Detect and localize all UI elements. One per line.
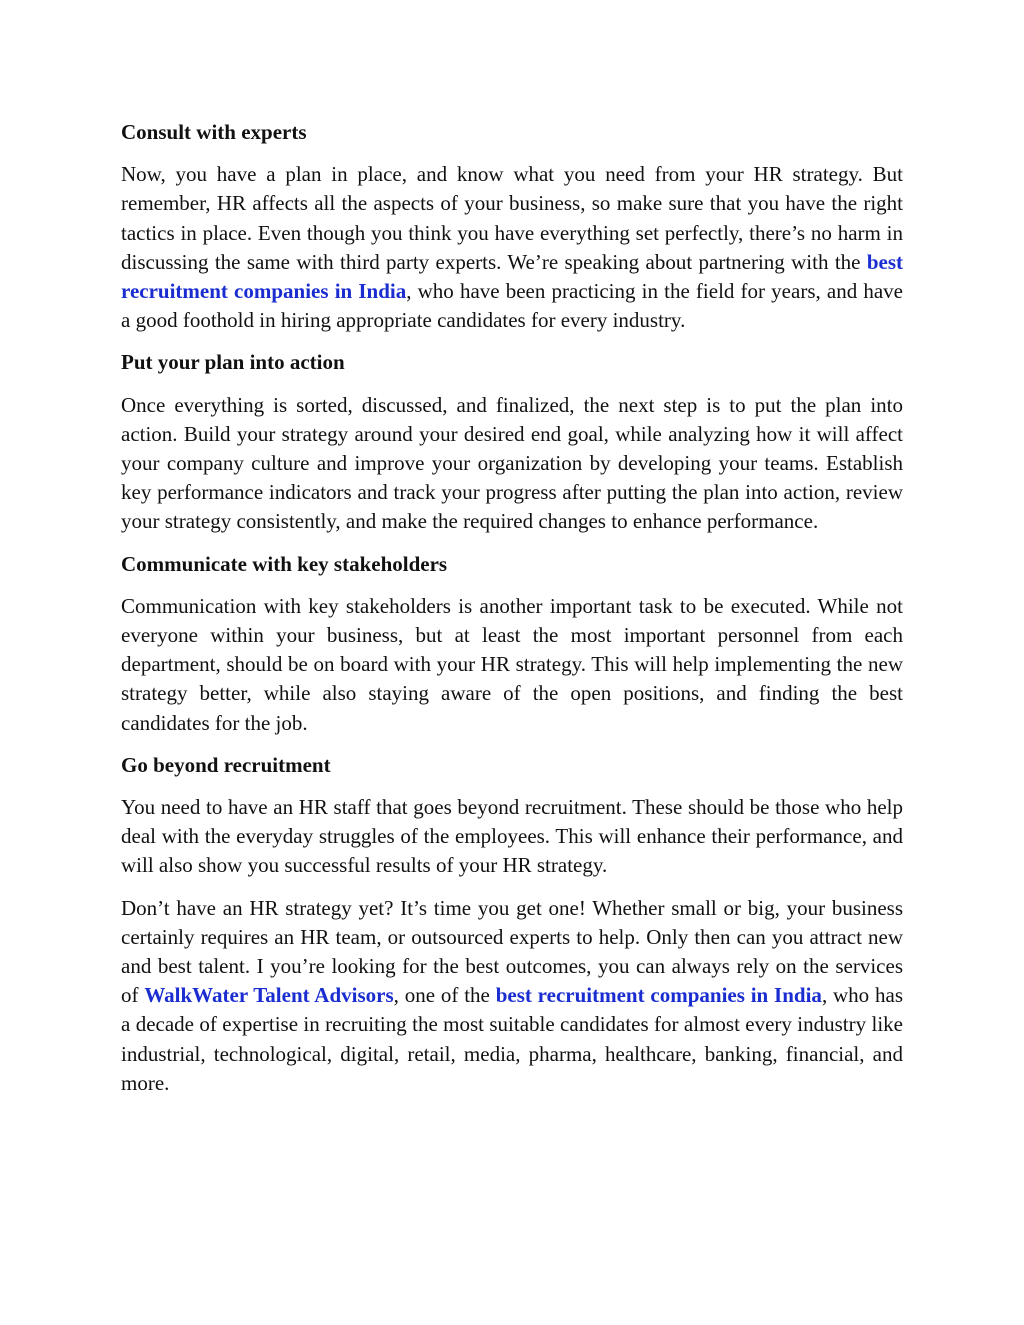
paragraph-text: Now, you have a plan in place, and know what you need from your HR strategy. But remember, HR affects all the aspects of your business, so make sure that you have the right tactics in place. Even though you think you have everything set perfectly, there’s no harm in discussing the same with third party experts. We’re speaking about partnering with the xyxy=(121,162,903,274)
section-heading-beyond-recruitment: Go beyond recruitment xyxy=(121,752,331,777)
section-paragraph-consult-experts xyxy=(121,160,903,335)
paragraph-text: , who has a decade of expertise in recruiting the most suitable candidates for almost every industry like industrial, technological, digital, retail, media, pharma, healthcare, banking, financial, and more. xyxy=(121,983,903,1095)
section-heading-stakeholders: Communicate with key stakeholders xyxy=(121,551,448,576)
best-recruitment-companies-link[interactable]: best recruitment companies in India xyxy=(495,983,822,1008)
section-paragraph-plan-action: Once everything is sorted, discussed, and finalized, the next step is to put the plan into action. Build your strategy around your desired end goal, while analyzing how it will affect your company culture and improve your organization by developing your teams. Establish key performance indicators and track your progress after putting the plan into action, review your strategy consistently, and make the required changes to enhance performance. xyxy=(121,392,903,534)
paragraph-text: Don’t have an HR strategy yet? It’s time you get one! Whether small or big, your business certainly requires an HR team, or outsourced experts to help. Only then can you attract new and best talent. I you’re looking for the best outcomes, you can always rely on the services of xyxy=(121,895,903,1008)
closing-paragraph xyxy=(121,894,903,1098)
section-heading-plan-action: Put your plan into action xyxy=(121,350,345,375)
section-heading-consult-experts: Consult with experts xyxy=(121,120,307,144)
paragraph-text: , one of the xyxy=(393,983,496,1008)
walkwater-talent-advisors-link[interactable]: WalkWater Talent Advisors xyxy=(144,983,394,1008)
section-paragraph-stakeholders: Communication with key stakeholders is another important task to be executed. While not everyone within your business, but at least the most important personnel from each department, should be on board with your HR strategy. This will help implementing the new strategy better, while also staying aware of the open positions, and finding the best candidates for the job. xyxy=(121,593,903,735)
section-paragraph-beyond-recruitment: You need to have an HR staff that goes beyond recruitment. These should be those who help deal with the everyday struggles of the employees. This will enhance their performance, and will also show you successful results of your HR strategy. xyxy=(121,795,903,878)
best-recruitment-companies-link[interactable]: best recruitment companies in India xyxy=(121,249,903,304)
document-page xyxy=(121,118,903,1111)
paragraph-text: , who have been practicing in the field for years, and have a good foothold in hiring appropriate candidates for every industry. xyxy=(121,279,904,333)
